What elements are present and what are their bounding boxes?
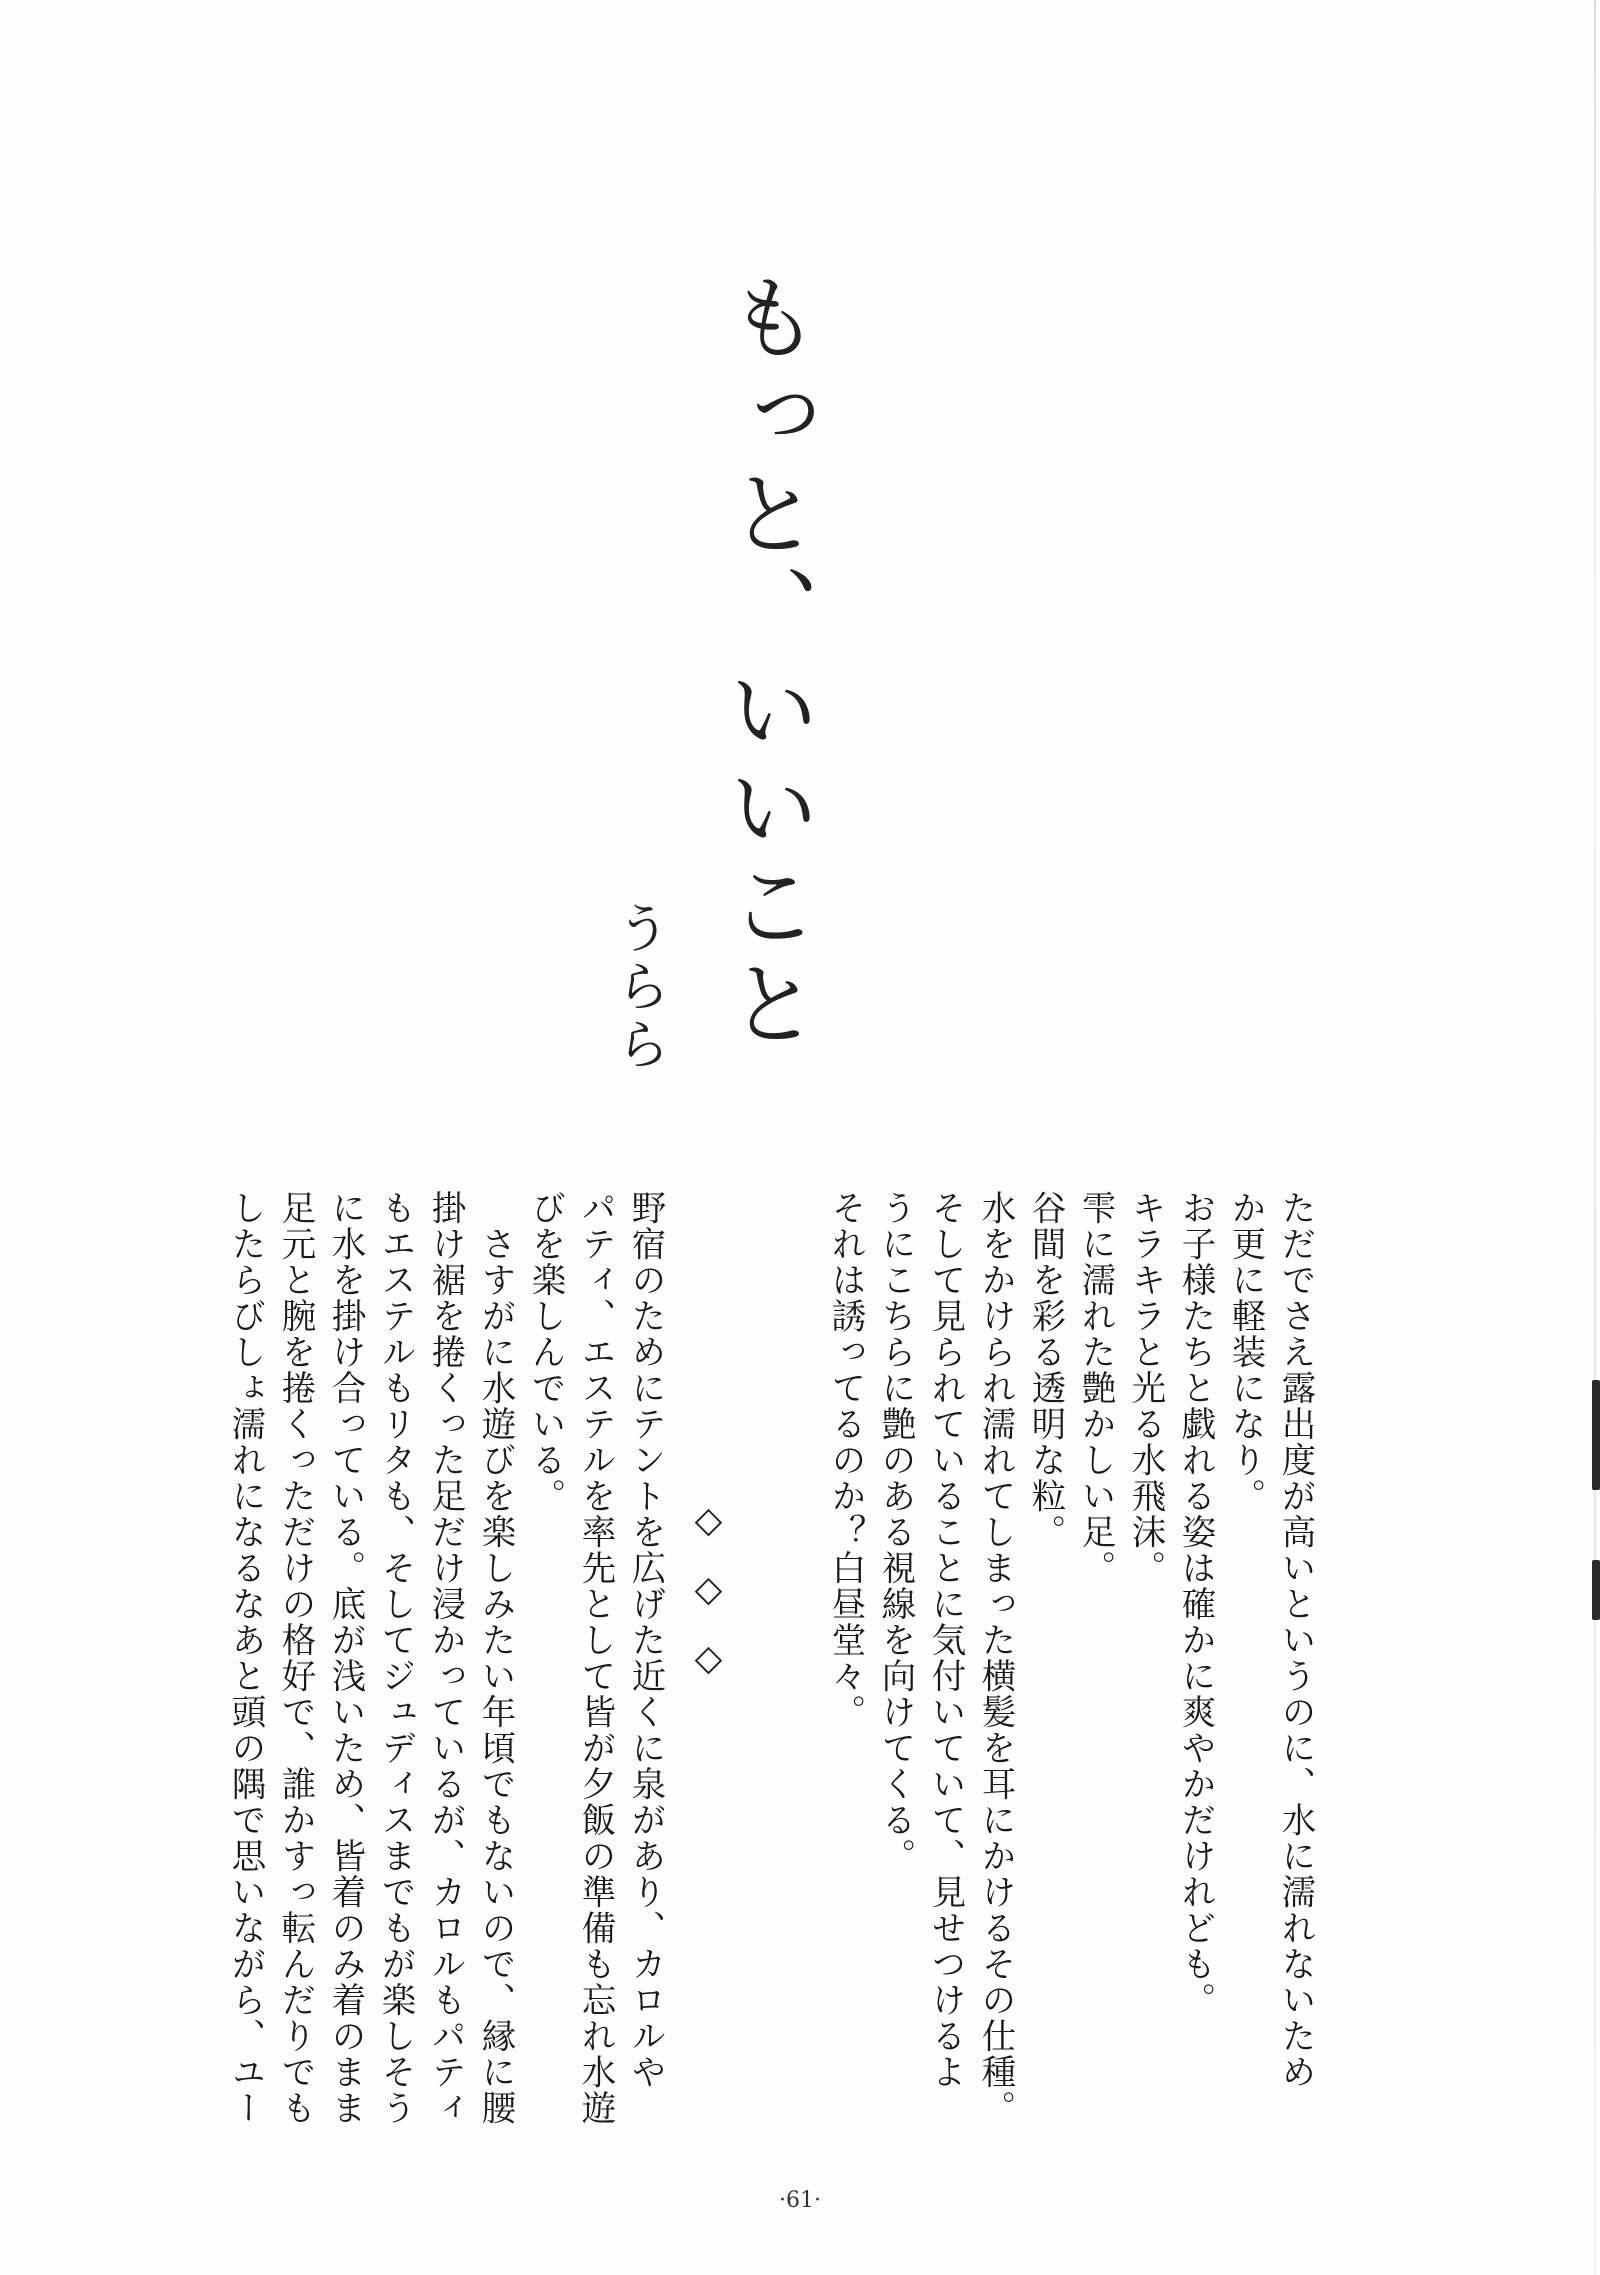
text-line: 野宿のためにテントを広げた近くに泉があり、カロルや	[625, 1190, 665, 2090]
text-line: か更に軽装になり。	[1225, 1190, 1265, 1514]
author-name: うらら	[608, 900, 671, 1074]
text-line: 雫に濡れた艶かしい足。	[1075, 1190, 1115, 1586]
scan-mark	[1592, 1560, 1600, 1620]
text-line: 足元と腕を捲くっただけの格好で、誰かすっ転んだりでも	[275, 1190, 315, 2126]
text-line: 掛け裾を捲くった足だけ浸かっているが、カロルもパティ	[425, 1190, 465, 2126]
text-line: に水を掛け合っている。底が浅いため、皆着のみ着のまま	[325, 1190, 365, 2126]
text-block-upper	[800, 1190, 1320, 2190]
text-line: それは誘ってるのか？白昼堂々。	[825, 1190, 865, 1730]
text-line: ただでさえ露出度が高いというのに、水に濡れないため	[1275, 1190, 1315, 2090]
text-line: びを楽しんでいる。	[525, 1190, 565, 1514]
page-number: ·61·	[779, 2188, 821, 2213]
text-line: キラキラと光る水飛沫。	[1125, 1190, 1165, 1586]
text-line: したらびしょ濡れになるなあと頭の隅で思いながら、ユー	[225, 1190, 265, 2126]
text-block-lower	[150, 1190, 670, 2190]
text-line: うにこちらに艶のある視線を向けてくる。	[875, 1190, 915, 1874]
text-line: パティ、エステルを率先として皆が夕飯の準備も忘れ水遊	[575, 1190, 615, 2126]
text-line: 水をかけられ濡れてしまった横髪を耳にかけるその仕種。	[975, 1190, 1015, 2126]
scan-edge	[1594, 0, 1596, 2275]
section-separator: ◇◇◇	[688, 1500, 729, 1707]
story-title: もっと、いいこと	[713, 270, 820, 1054]
scan-mark	[1592, 1380, 1600, 1490]
text-line: もエステルもリタも、そしてジュディスまでもが楽しそう	[375, 1190, 415, 2126]
text-line: そして見られていることに気付いていて、見せつけるよ	[925, 1190, 965, 2090]
text-line: お子様たちと戯れる姿は確かに爽やかだけれども。	[1175, 1190, 1215, 2018]
text-line: さすがに水遊びを楽しみたい年頃でもないので、縁に腰	[475, 1190, 515, 2126]
text-line: 谷間を彩る透明な粒。	[1025, 1190, 1065, 1550]
